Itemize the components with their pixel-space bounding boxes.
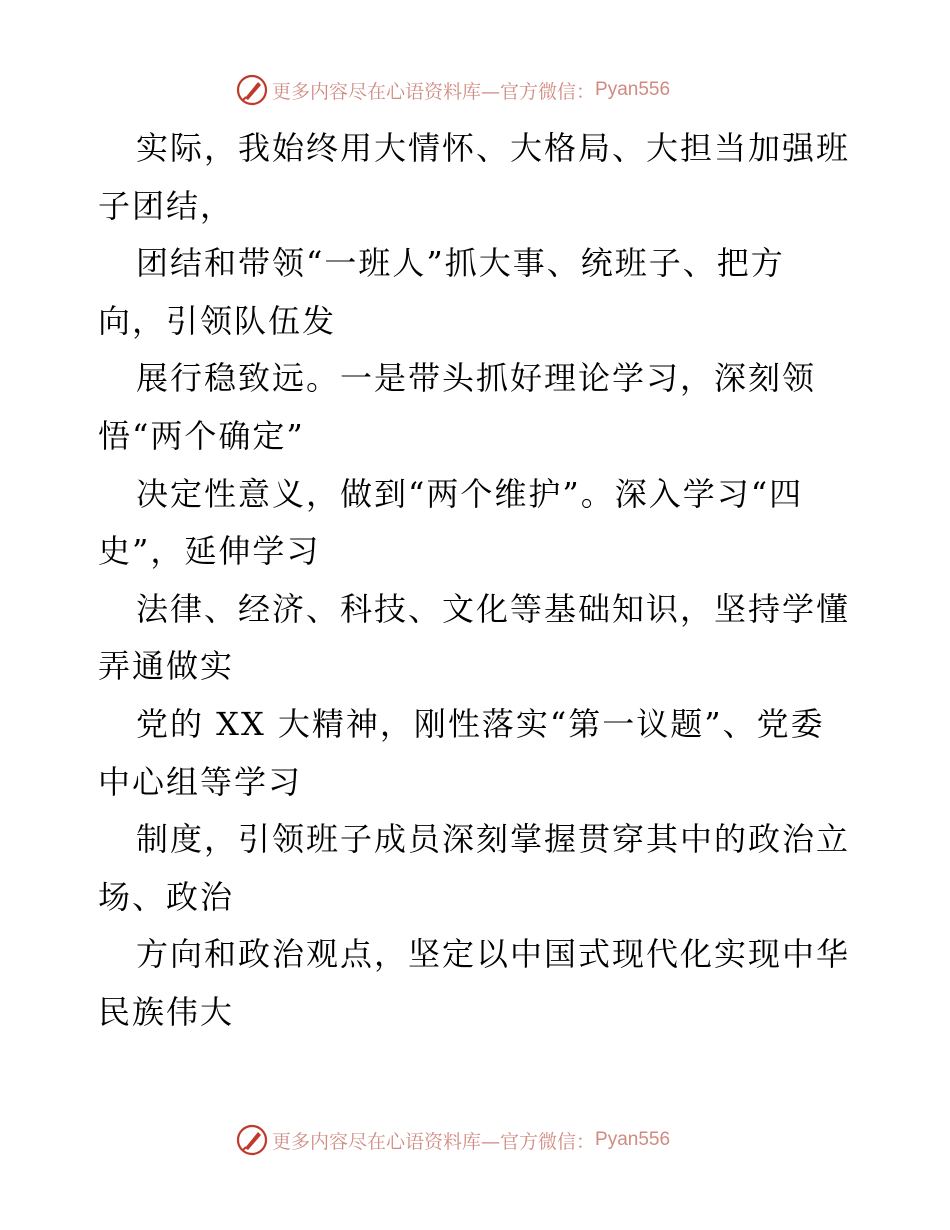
quill-pen-logo-icon [236, 74, 268, 106]
body-line: 展行稳致远。一是带头抓好理论学习，深刻领 [136, 359, 817, 398]
body-line: 子团结， [98, 186, 235, 225]
body-line: 民族伟大 [98, 992, 235, 1031]
body-line: 团结和带领“一班人”抓大事、统班子、把方 [136, 244, 785, 283]
footer-watermark [236, 1123, 670, 1157]
body-line: 法律、经济、科技、文化等基础知识，坚持学懂 [136, 589, 851, 628]
body-line: 决定性意义，做到“两个维护”。深入学习“四 [136, 474, 804, 513]
document-body [98, 120, 858, 1042]
body-line: 弄通做实 [98, 647, 235, 686]
body-line: 方向和政治观点，坚定以中国式现代化实现中华 [136, 935, 851, 974]
watermark-text: 更多内容尽在心语资料库—官方微信： [272, 80, 596, 103]
body-line: 制度，引领班子成员深刻掌握贯穿其中的政治立 [136, 820, 851, 859]
body-line: 向，引领队伍发 [98, 301, 337, 340]
body-line: 场、政治 [98, 877, 235, 916]
body-line: 中心组等学习 [98, 762, 303, 801]
watermark-wechat-id: Pyan556 [595, 1129, 671, 1150]
body-line: 史”，延伸学习 [98, 532, 321, 571]
body-line: 实际，我始终用大情怀、大格局、大担当加强班 [136, 129, 851, 167]
watermark-text: 更多内容尽在心语资料库—官方微信： [272, 1130, 596, 1153]
body-line: 党的 XX 大精神，刚性落实“第一议题”、党委 [136, 704, 825, 743]
header-watermark [236, 73, 670, 107]
watermark-wechat-id: Pyan556 [595, 79, 671, 100]
quill-pen-logo-icon [236, 1124, 268, 1156]
body-line: 悟“两个确定” [98, 416, 305, 455]
